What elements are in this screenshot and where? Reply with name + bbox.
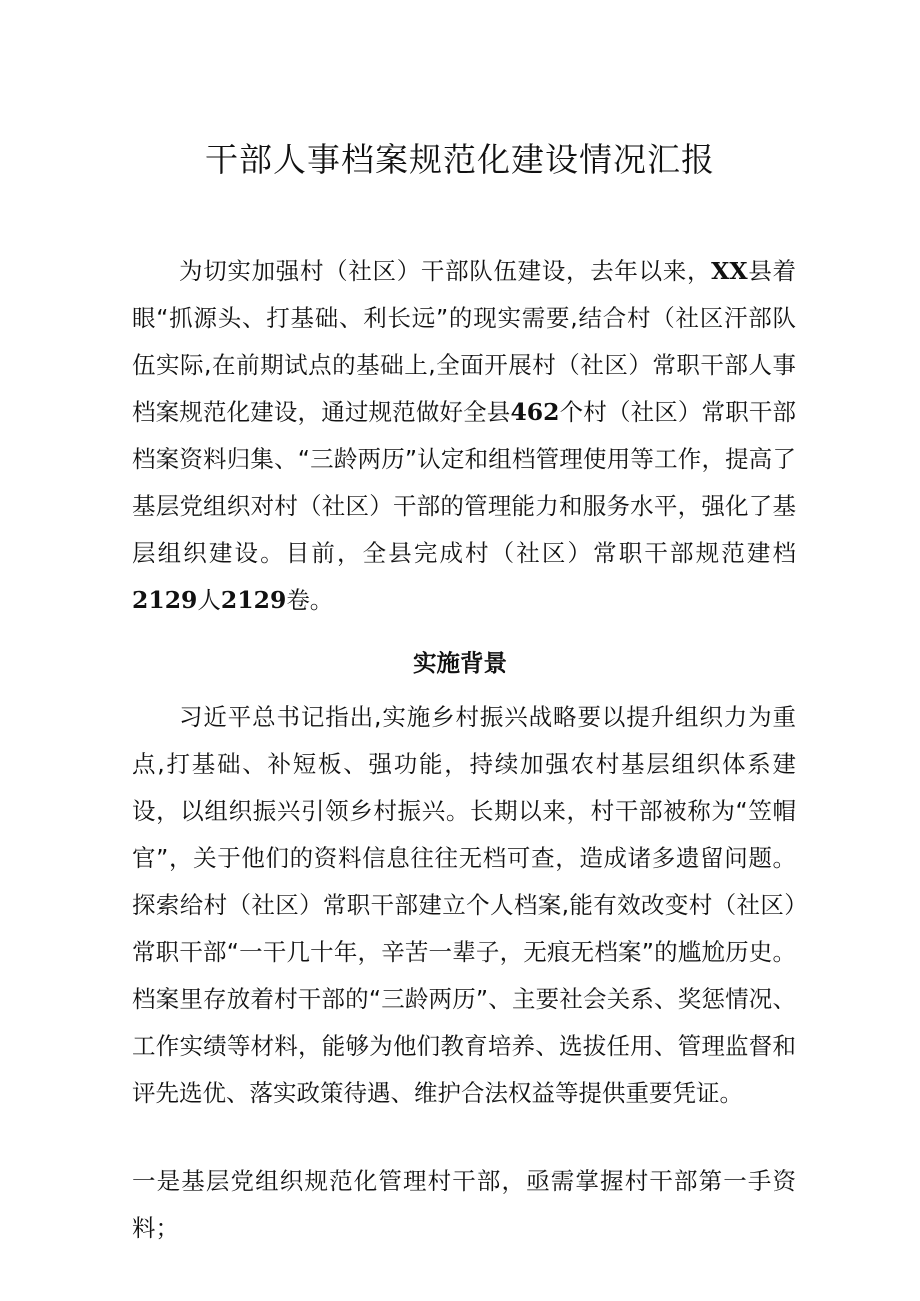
intro-text-4: 人 xyxy=(197,586,221,614)
county-code: XX xyxy=(711,257,748,285)
intro-text-1: 为切实加强村（社区）干部队伍建设，去年以来， xyxy=(179,257,712,285)
section-heading: 实施背景 xyxy=(413,649,507,677)
background-paragraph: 习近平总书记指出,实施乡村振兴战略要以提升组织力为重点,打基础、补短板、强功能，持续加强农村基层组织体系建设，以组织振兴引领乡村振兴。长期以来，村干部被称为“笠帽官”，关于他们的资料信息往往无档可查，造成诸多遗留问题。探索给村（社区）常职干部建立个人档案,能有效改变村（社区）常职干部“一干几十年，辛苦一辈子，无痕无档案”的尴尬历史。档案里存放着村干部的“三龄两历”、主要社会关系、奖惩情况、工作实绩等材料，能够为他们教育培养、选拔任用、管理监督和评先选优、落实政策待遇、维护合法权益等提供重要凭证。 xyxy=(132,703,796,1107)
village-count: 462 xyxy=(510,398,560,426)
intro-paragraph xyxy=(132,248,796,624)
intro-text-5: 卷。 xyxy=(286,586,334,614)
people-count: 2129 xyxy=(132,586,198,614)
point-one-paragraph: 一是基层党组织规范化管理村干部，亟需掌握村干部第一手资料； xyxy=(132,1167,796,1242)
document-title: 干部人事档案规范化建设情况汇报 xyxy=(205,140,715,179)
intro-text-3: 个村（社区）常职干部档案资料归集、“三龄两历”认定和组档管理使用等工作，提高了基层党组织对村（社区）干部的管理能力和服务水平，强化了基层组织建设。目前，全县完成村（社区）常职干部规范建档 xyxy=(132,398,797,567)
intro-text-2: 县着眼“抓源头、打基础、利长远”的现实需要,结合村（社区汗部队伍实际,在前期试点的基础上,全面开展村（社区）常职干部人事档案规范化建设，通过规范做好全县 xyxy=(132,257,797,426)
volume-count: 2129 xyxy=(220,586,287,614)
